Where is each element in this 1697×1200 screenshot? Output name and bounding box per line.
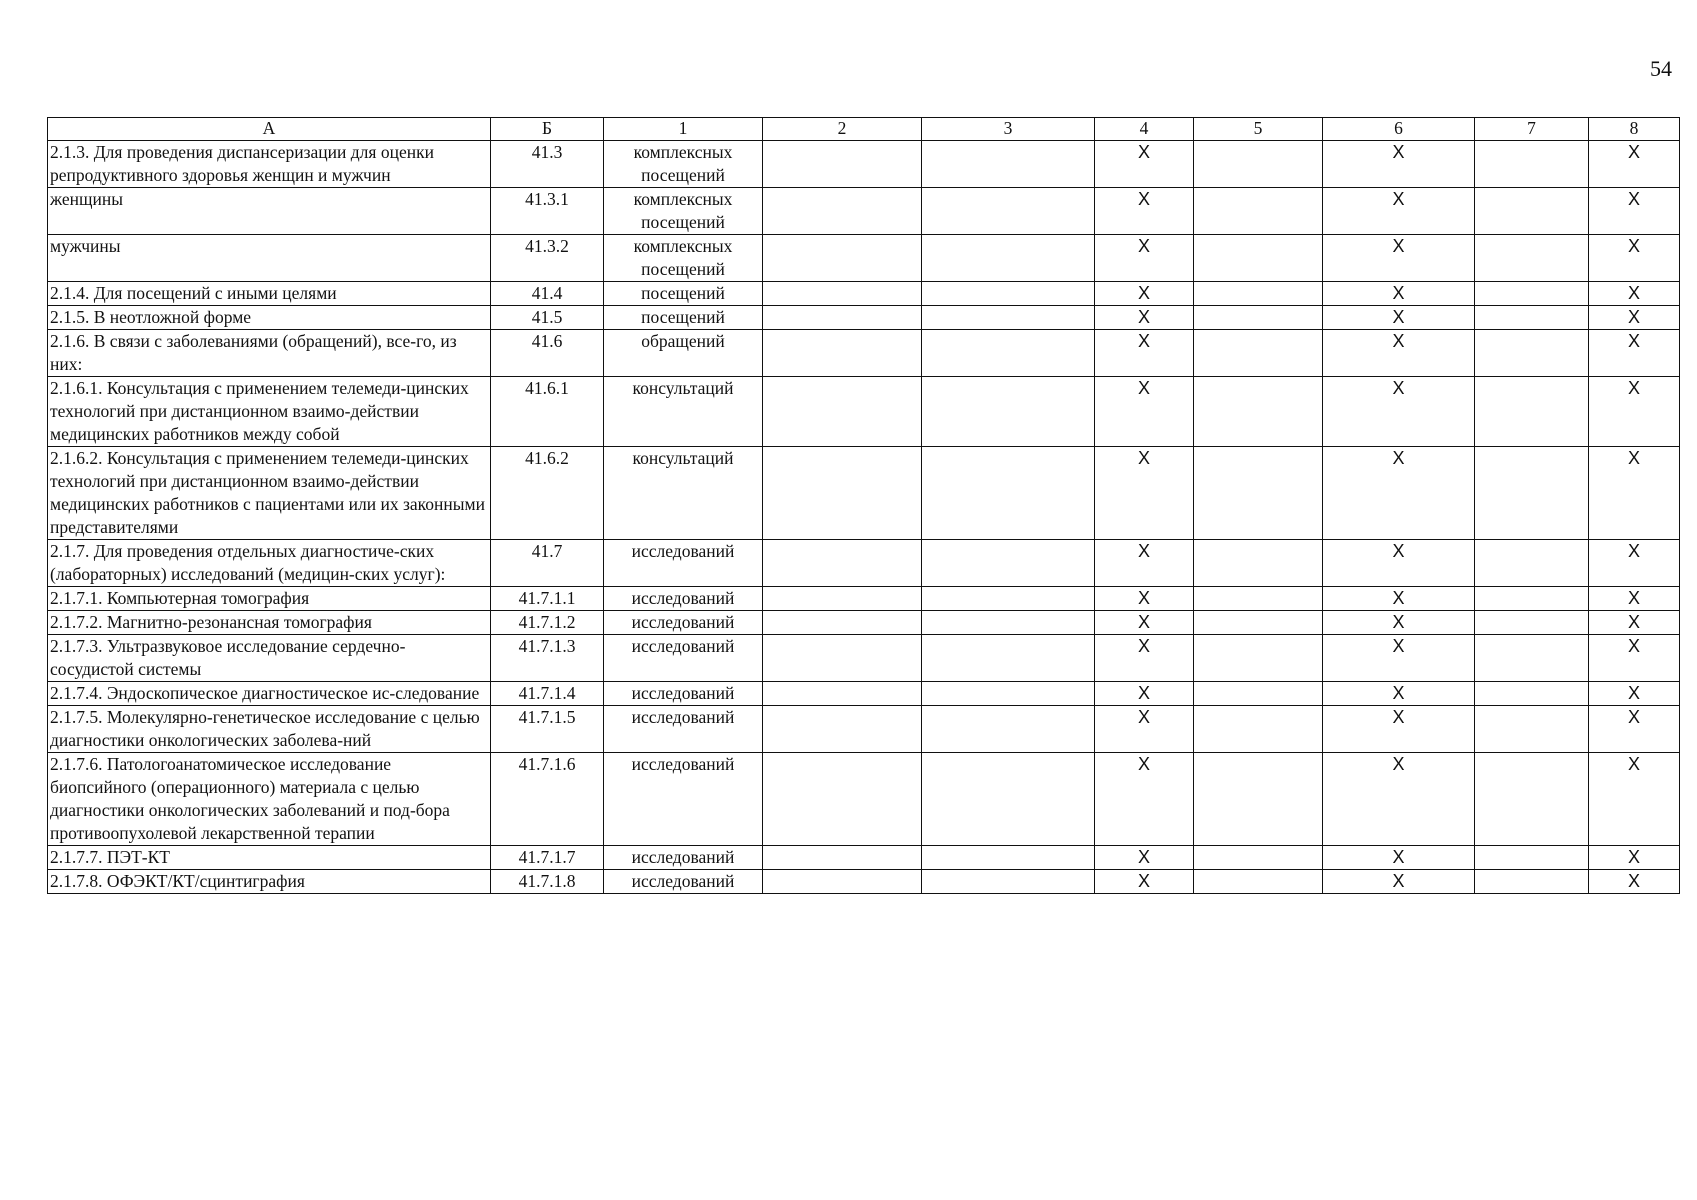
cell-col-7 — [1475, 330, 1589, 377]
cell-col-6: X — [1323, 447, 1475, 540]
cell-col-4: X — [1095, 706, 1194, 753]
cell-col-7 — [1475, 753, 1589, 846]
cell-col-5 — [1194, 682, 1323, 706]
cell-col-4: X — [1095, 330, 1194, 377]
table-row — [48, 846, 1680, 870]
cell-col-3 — [922, 377, 1095, 447]
cell-col-3 — [922, 330, 1095, 377]
cell-col-8: X — [1589, 753, 1680, 846]
cell-col-5 — [1194, 282, 1323, 306]
table-row — [48, 587, 1680, 611]
cell-col-7 — [1475, 377, 1589, 447]
cell-col-2 — [763, 540, 922, 587]
row-description: 2.1.5. В неотложной форме — [48, 306, 491, 330]
cell-col-6: X — [1323, 753, 1475, 846]
table-row — [48, 377, 1680, 447]
table-row — [48, 635, 1680, 682]
cell-col-5 — [1194, 141, 1323, 188]
cell-col-3 — [922, 846, 1095, 870]
cell-col-7 — [1475, 282, 1589, 306]
table-row — [48, 282, 1680, 306]
cell-col-7 — [1475, 870, 1589, 894]
cell-col-7 — [1475, 306, 1589, 330]
cell-col-4: X — [1095, 188, 1194, 235]
cell-col-8: X — [1589, 635, 1680, 682]
cell-col-2 — [763, 870, 922, 894]
cell-col-6: X — [1323, 330, 1475, 377]
row-description: 2.1.7.7. ПЭТ-КТ — [48, 846, 491, 870]
cell-col-7 — [1475, 846, 1589, 870]
cell-col-2 — [763, 141, 922, 188]
cell-col-4: X — [1095, 306, 1194, 330]
cell-col-2 — [763, 447, 922, 540]
cell-col-4: X — [1095, 611, 1194, 635]
cell-col-4: X — [1095, 540, 1194, 587]
cell-col-8: X — [1589, 330, 1680, 377]
cell-col-5 — [1194, 540, 1323, 587]
cell-col-8: X — [1589, 540, 1680, 587]
row-code: 41.5 — [491, 306, 604, 330]
column-header-3: 3 — [922, 118, 1095, 141]
cell-col-5 — [1194, 706, 1323, 753]
cell-col-2 — [763, 282, 922, 306]
cell-col-7 — [1475, 682, 1589, 706]
cell-col-7 — [1475, 235, 1589, 282]
cell-col-3 — [922, 870, 1095, 894]
cell-col-4: X — [1095, 447, 1194, 540]
row-code: 41.7.1.2 — [491, 611, 604, 635]
cell-col-2 — [763, 611, 922, 635]
row-description: 2.1.4. Для посещений с иными целями — [48, 282, 491, 306]
table-row — [48, 611, 1680, 635]
cell-col-7 — [1475, 141, 1589, 188]
cell-col-4: X — [1095, 282, 1194, 306]
row-description: 2.1.7.6. Патологоанатомическое исследование биопсийного (операционного) материала с целью диагностики онкологических заболеваний и под-бора противоопухолевой лекарственной терапии — [48, 753, 491, 846]
table-row — [48, 870, 1680, 894]
cell-col-5 — [1194, 188, 1323, 235]
cell-col-3 — [922, 306, 1095, 330]
cell-col-2 — [763, 235, 922, 282]
cell-col-3 — [922, 682, 1095, 706]
cell-col-7 — [1475, 635, 1589, 682]
cell-col-4: X — [1095, 870, 1194, 894]
data-table — [47, 117, 1680, 894]
cell-col-4: X — [1095, 377, 1194, 447]
table-row — [48, 235, 1680, 282]
row-description: 2.1.6. В связи с заболеваниями (обращений), все-го, из них: — [48, 330, 491, 377]
row-description: 2.1.7.4. Эндоскопическое диагностическое ис-следование — [48, 682, 491, 706]
cell-col-6: X — [1323, 870, 1475, 894]
row-description: 2.1.7.1. Компьютерная томография — [48, 587, 491, 611]
cell-col-8: X — [1589, 706, 1680, 753]
table-row — [48, 706, 1680, 753]
row-unit: комплексных посещений — [604, 141, 763, 188]
page-number: 54 — [1650, 56, 1672, 81]
row-unit: исследований — [604, 846, 763, 870]
cell-col-5 — [1194, 235, 1323, 282]
row-unit: исследований — [604, 682, 763, 706]
row-unit: исследований — [604, 870, 763, 894]
cell-col-8: X — [1589, 682, 1680, 706]
cell-col-5 — [1194, 587, 1323, 611]
table-row — [48, 188, 1680, 235]
row-unit: исследований — [604, 611, 763, 635]
row-unit: исследований — [604, 540, 763, 587]
row-code: 41.3 — [491, 141, 604, 188]
table-row — [48, 682, 1680, 706]
row-unit: исследований — [604, 706, 763, 753]
row-description: 2.1.6.2. Консультация с применением телемеди-цинских технологий при дистанционном взаимо-действии медицинских работников с пациентами или их законными представителями — [48, 447, 491, 540]
cell-col-2 — [763, 306, 922, 330]
row-unit: посещений — [604, 306, 763, 330]
cell-col-3 — [922, 635, 1095, 682]
cell-col-6: X — [1323, 587, 1475, 611]
row-code: 41.4 — [491, 282, 604, 306]
cell-col-8: X — [1589, 188, 1680, 235]
table-body — [48, 141, 1680, 894]
row-unit: комплексных посещений — [604, 188, 763, 235]
cell-col-3 — [922, 141, 1095, 188]
cell-col-8: X — [1589, 282, 1680, 306]
row-code: 41.6 — [491, 330, 604, 377]
cell-col-6: X — [1323, 540, 1475, 587]
cell-col-6: X — [1323, 846, 1475, 870]
row-description: 2.1.7.8. ОФЭКТ/КТ/сцинтиграфия — [48, 870, 491, 894]
row-code: 41.7.1.8 — [491, 870, 604, 894]
cell-col-6: X — [1323, 635, 1475, 682]
cell-col-6: X — [1323, 611, 1475, 635]
column-header-6: 6 — [1323, 118, 1475, 141]
row-code: 41.7.1.7 — [491, 846, 604, 870]
cell-col-6: X — [1323, 188, 1475, 235]
row-unit: обращений — [604, 330, 763, 377]
row-code: 41.7.1.6 — [491, 753, 604, 846]
cell-col-7 — [1475, 540, 1589, 587]
row-code: 41.6.1 — [491, 377, 604, 447]
cell-col-7 — [1475, 587, 1589, 611]
cell-col-4: X — [1095, 846, 1194, 870]
cell-col-5 — [1194, 447, 1323, 540]
row-description: женщины — [48, 188, 491, 235]
row-code: 41.7 — [491, 540, 604, 587]
row-code: 41.3.2 — [491, 235, 604, 282]
cell-col-5 — [1194, 870, 1323, 894]
row-description: 2.1.7.5. Молекулярно-генетическое исследование с целью диагностики онкологических заболева-ний — [48, 706, 491, 753]
cell-col-8: X — [1589, 377, 1680, 447]
row-unit: исследований — [604, 587, 763, 611]
row-description: 2.1.7.2. Магнитно-резонансная томография — [48, 611, 491, 635]
cell-col-4: X — [1095, 587, 1194, 611]
row-code: 41.6.2 — [491, 447, 604, 540]
cell-col-2 — [763, 753, 922, 846]
cell-col-6: X — [1323, 235, 1475, 282]
cell-col-4: X — [1095, 682, 1194, 706]
cell-col-6: X — [1323, 706, 1475, 753]
header-row — [48, 118, 1680, 141]
cell-col-6: X — [1323, 682, 1475, 706]
cell-col-8: X — [1589, 587, 1680, 611]
row-description: 2.1.7. Для проведения отдельных диагностиче-ских (лабораторных) исследований (медицин-ских услуг): — [48, 540, 491, 587]
cell-col-8: X — [1589, 447, 1680, 540]
cell-col-7 — [1475, 447, 1589, 540]
cell-col-5 — [1194, 635, 1323, 682]
row-code: 41.7.1.3 — [491, 635, 604, 682]
row-code: 41.7.1.1 — [491, 587, 604, 611]
row-unit: консультаций — [604, 377, 763, 447]
cell-col-3 — [922, 611, 1095, 635]
cell-col-6: X — [1323, 141, 1475, 188]
column-header-a: А — [48, 118, 491, 141]
cell-col-4: X — [1095, 635, 1194, 682]
cell-col-3 — [922, 587, 1095, 611]
cell-col-6: X — [1323, 377, 1475, 447]
row-unit: посещений — [604, 282, 763, 306]
cell-col-2 — [763, 682, 922, 706]
cell-col-3 — [922, 188, 1095, 235]
column-header-7: 7 — [1475, 118, 1589, 141]
table-row — [48, 753, 1680, 846]
row-unit: консультаций — [604, 447, 763, 540]
cell-col-6: X — [1323, 282, 1475, 306]
row-unit: исследований — [604, 753, 763, 846]
cell-col-4: X — [1095, 235, 1194, 282]
cell-col-7 — [1475, 706, 1589, 753]
column-header-5: 5 — [1194, 118, 1323, 141]
row-code: 41.3.1 — [491, 188, 604, 235]
cell-col-3 — [922, 540, 1095, 587]
table-row — [48, 330, 1680, 377]
column-header-b: Б — [491, 118, 604, 141]
cell-col-7 — [1475, 188, 1589, 235]
cell-col-2 — [763, 330, 922, 377]
row-description: мужчины — [48, 235, 491, 282]
cell-col-4: X — [1095, 753, 1194, 846]
cell-col-2 — [763, 635, 922, 682]
cell-col-2 — [763, 846, 922, 870]
cell-col-5 — [1194, 306, 1323, 330]
cell-col-5 — [1194, 330, 1323, 377]
table-row — [48, 306, 1680, 330]
column-header-2: 2 — [763, 118, 922, 141]
row-unit: исследований — [604, 635, 763, 682]
cell-col-4: X — [1095, 141, 1194, 188]
cell-col-2 — [763, 188, 922, 235]
cell-col-5 — [1194, 377, 1323, 447]
cell-col-3 — [922, 447, 1095, 540]
cell-col-2 — [763, 377, 922, 447]
column-header-1: 1 — [604, 118, 763, 141]
cell-col-2 — [763, 706, 922, 753]
row-code: 41.7.1.4 — [491, 682, 604, 706]
table-row — [48, 141, 1680, 188]
cell-col-3 — [922, 282, 1095, 306]
cell-col-6: X — [1323, 306, 1475, 330]
cell-col-8: X — [1589, 141, 1680, 188]
cell-col-3 — [922, 235, 1095, 282]
cell-col-5 — [1194, 753, 1323, 846]
cell-col-5 — [1194, 846, 1323, 870]
cell-col-2 — [763, 587, 922, 611]
cell-col-8: X — [1589, 870, 1680, 894]
cell-col-3 — [922, 753, 1095, 846]
cell-col-7 — [1475, 611, 1589, 635]
table-row — [48, 447, 1680, 540]
column-header-4: 4 — [1095, 118, 1194, 141]
row-description: 2.1.6.1. Консультация с применением телемеди-цинских технологий при дистанционном взаимо-действии медицинских работников между собой — [48, 377, 491, 447]
row-code: 41.7.1.5 — [491, 706, 604, 753]
cell-col-8: X — [1589, 611, 1680, 635]
row-description: 2.1.7.3. Ультразвуковое исследование сердечно-сосудистой системы — [48, 635, 491, 682]
cell-col-8: X — [1589, 846, 1680, 870]
table-row — [48, 540, 1680, 587]
cell-col-8: X — [1589, 306, 1680, 330]
cell-col-3 — [922, 706, 1095, 753]
cell-col-5 — [1194, 611, 1323, 635]
row-unit: комплексных посещений — [604, 235, 763, 282]
cell-col-8: X — [1589, 235, 1680, 282]
row-description: 2.1.3. Для проведения диспансеризации для оценки репродуктивного здоровья женщин и мужчин — [48, 141, 491, 188]
column-header-8: 8 — [1589, 118, 1680, 141]
